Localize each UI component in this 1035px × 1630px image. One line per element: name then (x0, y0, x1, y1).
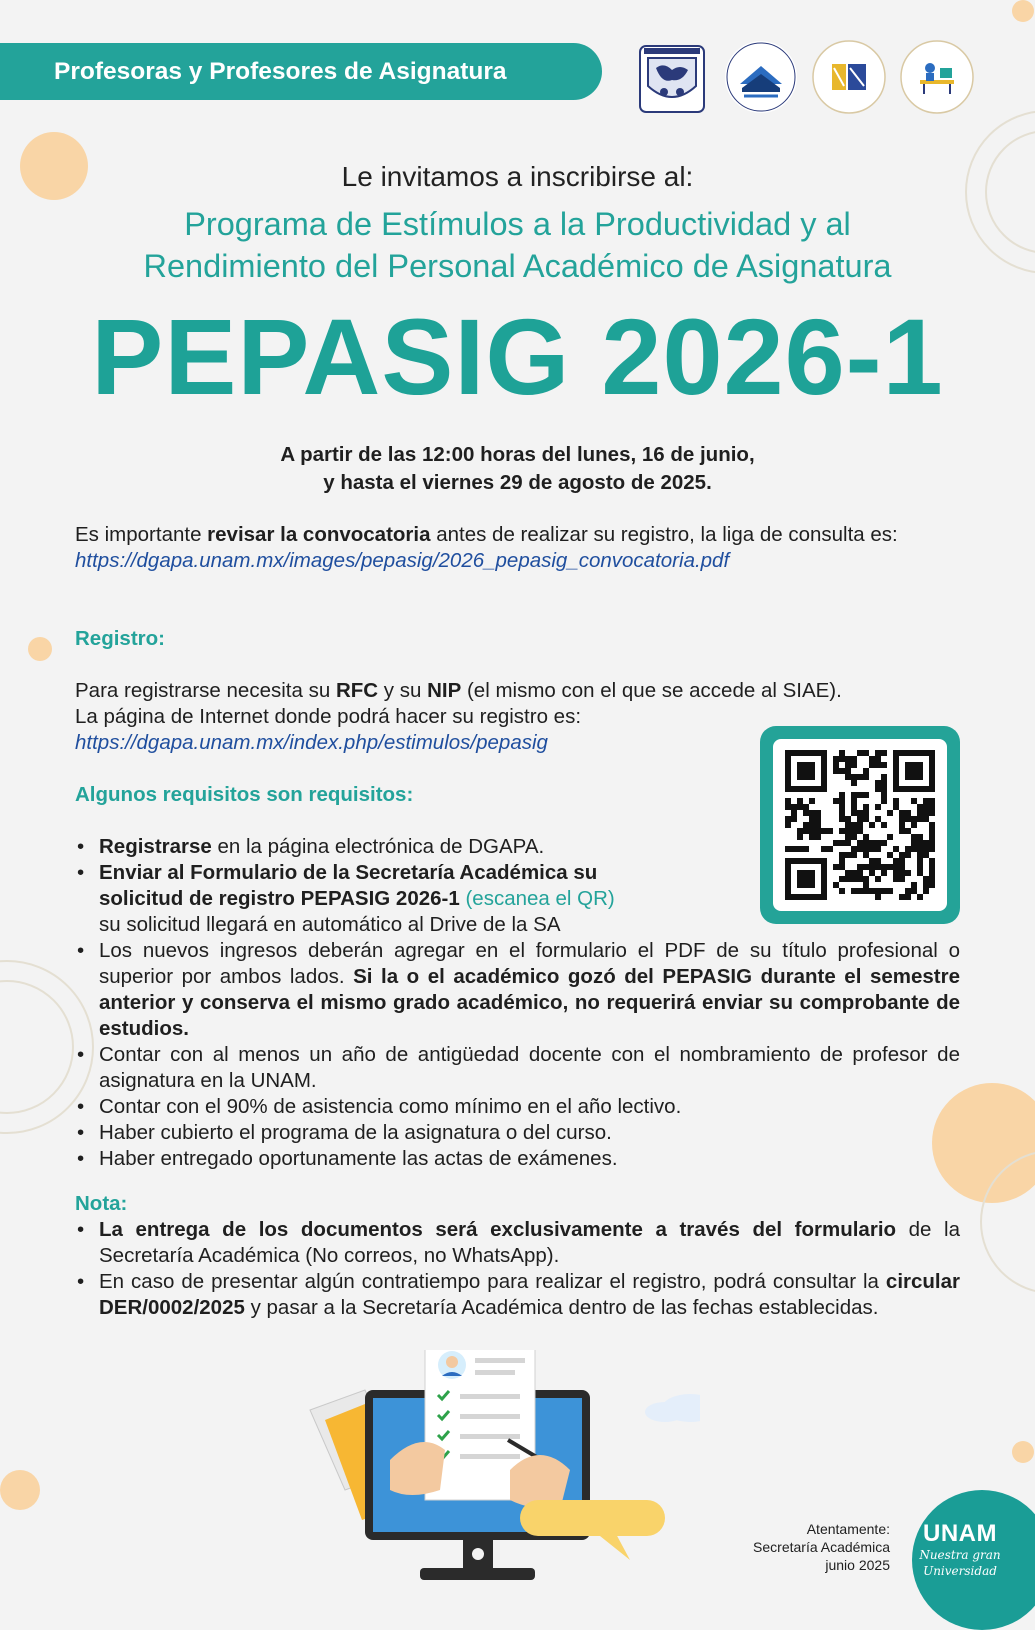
list-item: • Haber entregado oportunamente las actas de exámenes. (75, 1146, 960, 1172)
registro-heading: Registro: (75, 627, 165, 650)
signature-office: Secretaría Académica (753, 1539, 890, 1555)
nota-section (75, 1191, 960, 1321)
list-item: • Los nuevos ingresos deberán agregar en el formulario el PDF de su título profesional o superior por ambos lados. Si la o el académico gozó del PEPASIG durante el semestre anterior y conserva el mismo grado académico, no requerirá enviar su comprobante de estudios. (75, 938, 960, 1042)
scan-qr-hint: (escanea el QR) (459, 887, 615, 910)
decor-circle-right-small (1012, 1441, 1034, 1463)
computer-form-illustration (270, 1350, 700, 1600)
registration-dates (0, 441, 1035, 497)
program-line-2: Rendimiento del Personal Académico de Asignatura (143, 248, 892, 284)
page-title: PEPASIG 2026-1 (91, 296, 944, 417)
convocatoria-section (75, 522, 960, 574)
nota-list (75, 1217, 960, 1321)
list-item: • En caso de presentar algún contratiempo para realizar el registro, podrá consultar la circular DER/0002/2025 y pasar a la Secretaría Académica dentro de las fechas establecidas. (75, 1269, 960, 1321)
registro-text: Para registrarse necesita su RFC y su NIP (el mismo con el que se accede al SIAE). (75, 679, 842, 702)
registro-line-2: La página de Internet donde podrá hacer su registro es: (75, 705, 582, 728)
signature-date: junio 2025 (825, 1557, 890, 1573)
convocatoria-emphasis: revisar la convocatoria (207, 523, 431, 546)
list-item: • La entrega de los documentos será exclusivamente a través del formulario de la Secretaría Académica (No correos, no WhatsApp). (75, 1217, 960, 1269)
list-item: • Registrarse en la página electrónica de DGAPA. (75, 834, 960, 860)
invite-text: Le invitamos a inscribirse al: (341, 161, 694, 192)
unam-shield-logo (634, 38, 712, 116)
signature-block (690, 1520, 890, 1574)
list-item: • Contar con el 90% de asistencia como mínimo en el año lectivo. (75, 1094, 960, 1120)
unam-wordmark: UNAM (923, 1520, 997, 1547)
nota-heading: Nota: (75, 1192, 128, 1215)
audience-banner (0, 43, 602, 100)
decor-circle-top-right (1012, 0, 1034, 22)
secretaria-academica-logo (898, 38, 976, 116)
decor-circle-left-bottom (0, 1470, 40, 1510)
cch-naucalpan-logo (810, 38, 888, 116)
institution-logos (640, 38, 1000, 118)
list-item: • Haber cubierto el programa de la asignatura o del curso. (75, 1120, 960, 1146)
unam-slogan-2: Universidad (923, 1564, 997, 1578)
requisitos-section (75, 782, 960, 1172)
signature-greeting: Atentamente: (806, 1521, 890, 1537)
requisitos-heading: Algunos requisitos son requisitos: (75, 783, 414, 806)
audience-text: Profesoras y Profesores de Asignatura (54, 58, 507, 85)
rfc-label: RFC (335, 679, 379, 702)
program-line-1: Programa de Estímulos a la Productividad y al (184, 206, 851, 242)
convocatoria-text: Es importante revisar la convocatoria antes de realizar su registro, la liga de consulta es: (75, 523, 898, 546)
list-item: • Enviar al Formulario de la Secretaría Académica su solicitud de registro PEPASIG 2026-1 (escanea el QR) su solicitud llegará en automático al Drive de la SA (75, 860, 669, 938)
circular-reference: circular DER/0002/2025 (99, 1270, 960, 1319)
nip-label: NIP (427, 679, 462, 702)
list-item: • Contar con al menos un año de antigüedad docente con el nombramiento de profesor de asignatura en la UNAM. (75, 1042, 960, 1094)
unam-slogan-1: Nuestra gran (919, 1548, 1001, 1562)
dates-line-2: y hasta el viernes 29 de agosto de 2025. (323, 471, 712, 494)
registro-link[interactable]: https://dgapa.unam.mx/index.php/estimulos/pepasig (75, 731, 548, 754)
decor-circle-left-small (28, 637, 52, 661)
dates-line-1: A partir de las 12:00 horas del lunes, 16 de junio, (280, 443, 755, 466)
unam-badge (912, 1490, 1035, 1630)
program-name (0, 203, 1035, 287)
cch-logo (722, 38, 800, 116)
requisitos-list (75, 834, 960, 1172)
convocatoria-link[interactable]: https://dgapa.unam.mx/images/pepasig/2026_pepasig_convocatoria.pdf (75, 549, 730, 572)
